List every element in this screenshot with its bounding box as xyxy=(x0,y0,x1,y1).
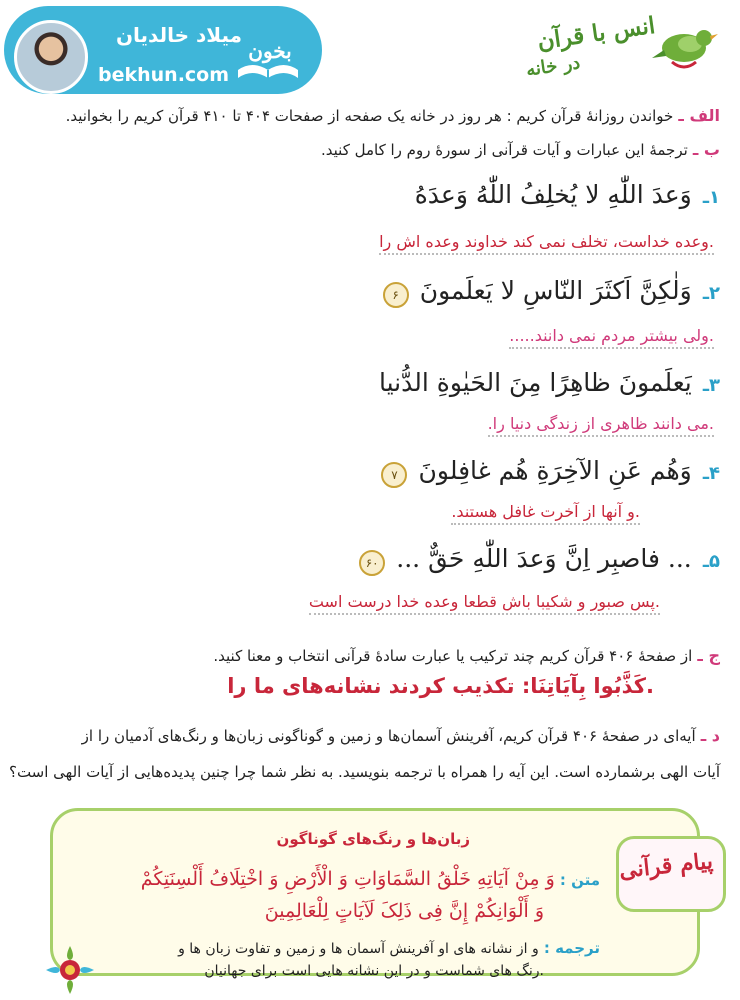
answer-4 xyxy=(451,502,640,521)
matn-arabic-line2: وَ أَلْوَانِکُمْ إِنَّ فِی ذَلِکَ لَآیَاتٍ لِلْعَالِمِینَ xyxy=(264,900,544,922)
avatar xyxy=(14,20,88,94)
instruction-dal xyxy=(82,726,720,745)
alef-text: خواندن روزانهٔ قرآن کریم : هر روز در خانه یک صفحه از صفحات ۴۰۴ تا ۴۱۰ قرآن کریم را بخوانید. xyxy=(65,107,674,125)
answer-text: .پس صبور و شکیبا باش قطعا وعده خدا درست است xyxy=(309,592,660,615)
tarjome-label: ترجمه : xyxy=(543,939,600,957)
verse-5 xyxy=(359,544,720,576)
verse-text: ... فاصبِر اِنَّ وَعدَ اللّٰهِ حَقٌّ ... xyxy=(396,544,692,573)
verse-4 xyxy=(381,456,720,488)
matn-arabic-line1: وَ مِنْ آیَاتِهِ خَلْقُ السَّمَاوَاتِ وَ الْأَرْضِ وَ اخْتِلَافُ أَلْسِنَتِکُمْ xyxy=(140,868,555,890)
author-badge xyxy=(4,6,322,94)
jim-answer xyxy=(227,674,654,698)
box-tarjome-line2 xyxy=(204,960,544,979)
dal-text-line1: آیه‌ای در صفحهٔ ۴۰۶ قرآن کریم، آفرینش آسمان‌ها و زمین و گوناگونی زبان‌ها و رنگ‌های آدمیان را از xyxy=(81,727,696,745)
alef-marker: الف ـ xyxy=(678,106,720,125)
verse-text: وَهُم عَنِ الآخِرَةِ هُم غافِلونَ xyxy=(418,456,692,485)
site-link[interactable]: bekhun.com xyxy=(98,64,230,86)
jim-text: از صفحهٔ ۴۰۶ قرآن کریم چند ترکیب یا عبارت سادهٔ قرآنی انتخاب و معنا کنید. xyxy=(213,647,693,665)
tarjome-line2: .رنگ های شماست و در این نشانه هایی است برای جهانیان xyxy=(204,963,544,979)
section-title: انس با قرآن xyxy=(536,11,658,56)
instruction-dal-cont xyxy=(9,762,720,781)
box-title: زبان‌ها و رنگ‌های گوناگون xyxy=(276,830,470,848)
answer-text: .وعده خداست، تخلف نمی کند خداوند وعده اش را xyxy=(379,232,714,255)
tab-label: پیام قرآنی xyxy=(617,848,715,884)
tarjome-line1: و از نشانه های او آفرینش آسمان ها و زمین و تفاوت زبان ها و xyxy=(178,941,539,957)
jim-answer-text: .کَذَّبُوا بِآیَاتِنَا: تکذیب کردند نشانه‌های ما را xyxy=(227,674,654,698)
ayah-number-badge: ۶۰ xyxy=(359,550,385,576)
floral-ornament-icon xyxy=(40,940,100,1000)
section-header xyxy=(490,8,720,88)
answer-text: .و آنها از آخرت غافل هستند. xyxy=(451,502,640,525)
verse-number: ۵ـ xyxy=(702,551,720,572)
be-marker: ب ـ xyxy=(692,140,720,159)
jim-marker: ج ـ xyxy=(697,646,720,665)
section-subtitle: در خانه xyxy=(524,52,582,81)
box-tarjome-line1 xyxy=(178,938,600,957)
verse-text: وَعدَ اللّٰهِ لا یُخلِفُ اللّٰهُ وَعدَهُ xyxy=(414,180,692,209)
verse-1 xyxy=(415,180,720,209)
quran-message-tab xyxy=(616,836,726,912)
answer-1 xyxy=(379,232,714,251)
answer-text: .می دانند ظاهری از زندگی دنیا را. xyxy=(488,414,714,437)
box-matn-line1 xyxy=(141,868,600,890)
verse-text: یَعلَمونَ ظاهِرًا مِنَ الحَیٰوةِ الدُّنیا xyxy=(379,368,692,397)
verse-number: ۳ـ xyxy=(702,375,720,396)
book-logo-icon xyxy=(232,36,304,86)
logo-text: بخون xyxy=(248,39,292,63)
verse-number: ۴ـ xyxy=(702,463,720,484)
ayah-number-badge: ۶ xyxy=(383,282,409,308)
dal-text-line2: آیات الهی برشمارده است. این آیه را همراه با ترجمه بنویسید. به نظر شما چرا چنین پدیده‌هایی از آیات الهی است؟ xyxy=(8,763,720,781)
verse-text: وَلٰکِنَّ اَکثَرَ النّاسِ لا یَعلَمونَ xyxy=(419,276,692,305)
verse-number: ۲ـ xyxy=(702,283,720,304)
instruction-jim xyxy=(213,646,720,665)
answer-3 xyxy=(488,414,714,433)
dal-marker: د ـ xyxy=(700,726,720,745)
box-matn-line2 xyxy=(265,900,544,922)
answer-text: .ولی بیشتر مردم نمی دانند..... xyxy=(509,326,714,349)
author-name: میلاد خالدیان xyxy=(115,23,243,47)
verse-2 xyxy=(383,276,720,308)
answer-5 xyxy=(309,592,660,611)
instruction-be xyxy=(321,140,720,159)
bird-icon xyxy=(650,14,720,74)
matn-label: متن : xyxy=(559,871,600,889)
answer-2 xyxy=(509,326,714,345)
instruction-alef xyxy=(66,106,720,125)
be-text: ترجمهٔ این عبارات و آیات قرآنی از سورهٔ روم را کامل کنید. xyxy=(321,141,688,159)
verse-3 xyxy=(379,368,720,397)
verse-number: ۱ـ xyxy=(702,187,720,208)
ayah-number-badge: ۷ xyxy=(381,462,407,488)
